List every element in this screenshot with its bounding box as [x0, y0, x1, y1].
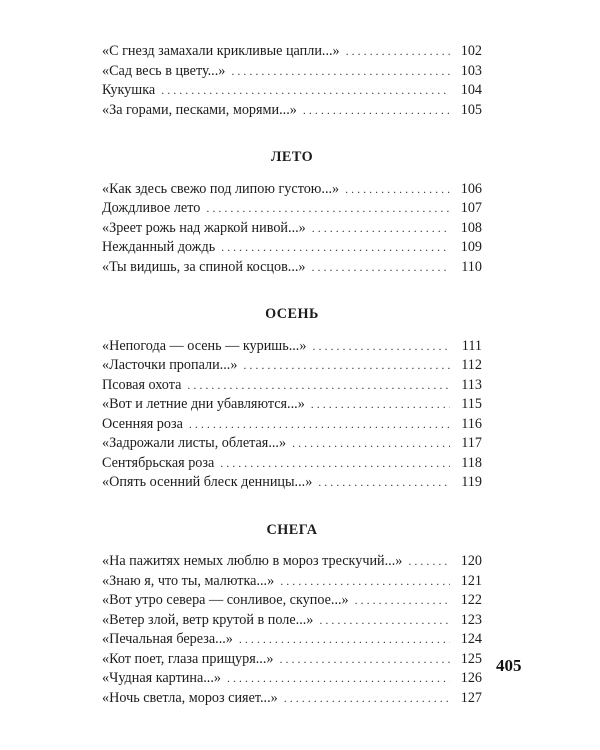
toc-entries	[102, 180, 482, 278]
dot-leader	[161, 81, 450, 101]
entry-title: Дождливое лето	[102, 200, 201, 216]
toc-entry	[102, 101, 482, 121]
toc-entry	[102, 180, 482, 200]
dot-leader	[311, 395, 450, 415]
dot-leader	[206, 199, 450, 219]
entry-page-number: 104	[460, 82, 482, 98]
toc-entries	[102, 42, 482, 120]
toc-entry	[102, 42, 482, 62]
toc-entry	[102, 337, 482, 357]
dot-leader	[312, 337, 450, 357]
dot-leader	[220, 454, 450, 474]
entry-page-number: 121	[460, 572, 482, 589]
dot-leader	[280, 572, 450, 592]
entry-title: «Зреет рожь над жаркой нивой...»	[102, 219, 306, 236]
section-title: СНЕГА	[266, 521, 318, 538]
toc-entries	[102, 337, 482, 493]
toc-entry	[102, 669, 482, 689]
entry-page-number: 111	[461, 337, 482, 354]
toc-section-snow	[102, 521, 482, 709]
entry-page-number: 113	[461, 376, 482, 393]
page-number: 405	[496, 656, 522, 675]
toc-entry	[102, 376, 482, 396]
entry-title: «За горами, песками, морями...»	[102, 101, 297, 118]
entry-page-number: 108	[460, 219, 482, 236]
toc-entry	[102, 62, 482, 82]
entry-page-number: 120	[460, 553, 482, 569]
entry-title: «Вот и летние дни убавляются...»	[102, 396, 305, 412]
section-title: ОСЕНЬ	[265, 306, 319, 322]
entry-title: Нежданный дождь	[102, 239, 216, 255]
entry-page-number: 110	[461, 258, 482, 275]
dot-leader	[279, 650, 450, 670]
toc-entry	[102, 238, 482, 258]
dot-leader	[319, 611, 450, 631]
toc-entry	[102, 611, 482, 631]
entry-title: «Кот поет, глаза прищуря...»	[102, 650, 274, 667]
entry-page-number: 106	[460, 180, 482, 197]
entry-title: «Ласточки пропали...»	[102, 357, 238, 373]
toc-entry	[102, 395, 482, 415]
entry-page-number: 125	[460, 650, 482, 667]
entry-title: «Как здесь свежо под липою густою...»	[102, 180, 340, 197]
entry-title: Осенняя роза	[102, 415, 183, 432]
entry-title: Псовая охота	[102, 376, 182, 393]
toc-entry	[102, 689, 482, 709]
entry-title: «Печальная береза...»	[102, 631, 233, 647]
entry-title: «Чудная картина...»	[102, 670, 221, 686]
entry-page-number: 116	[461, 415, 482, 432]
dot-leader	[231, 62, 450, 82]
toc-entry	[102, 630, 482, 650]
dot-leader	[239, 630, 450, 650]
entry-page-number: 102	[460, 43, 482, 59]
entry-page-number: 107	[460, 200, 482, 216]
entry-title: «Опять осенний блеск денницы...»	[102, 474, 313, 490]
entry-page-number: 103	[460, 62, 482, 79]
entry-title: «Знаю я, что ты, малютка...»	[102, 572, 275, 589]
entry-title: «На пажитях немых люблю в мороз трескучий...»	[102, 553, 403, 569]
entry-title: Кукушка	[102, 82, 156, 98]
dot-leader	[187, 376, 450, 396]
entry-title: Сентябрьская роза	[102, 454, 215, 471]
entry-page-number: 115	[461, 396, 482, 412]
dot-leader	[189, 415, 450, 435]
dot-leader	[284, 689, 450, 709]
table-of-contents	[102, 42, 482, 708]
dot-leader	[221, 238, 450, 258]
dot-leader	[408, 552, 450, 572]
dot-leader	[355, 591, 450, 611]
dot-leader	[292, 434, 450, 454]
toc-section-summer	[102, 148, 482, 277]
dot-leader	[318, 473, 450, 493]
entry-title: «Ветер злой, ветр крутой в поле...»	[102, 611, 314, 628]
entry-page-number: 119	[461, 474, 482, 490]
entry-page-number: 109	[460, 239, 482, 255]
dot-leader	[303, 101, 450, 121]
dot-leader	[312, 219, 450, 239]
section-title: ЛЕТО	[270, 149, 314, 165]
entry-page-number: 117	[461, 435, 482, 451]
toc-entry	[102, 199, 482, 219]
dot-leader	[312, 258, 450, 278]
entry-page-number: 118	[461, 454, 482, 471]
entry-page-number: 127	[460, 689, 482, 706]
entry-page-number: 124	[460, 631, 482, 647]
entry-title: «Вот утро севера — сонливое, скупое...»	[102, 592, 349, 608]
entry-page-number: 105	[460, 101, 482, 118]
entry-title: «Ночь светла, мороз сияет...»	[102, 689, 278, 706]
toc-entry	[102, 356, 482, 376]
dot-leader	[227, 669, 450, 689]
toc-entry	[102, 415, 482, 435]
entry-title: «Непогода — осень — куришь...»	[102, 337, 307, 354]
toc-entry	[102, 258, 482, 278]
entry-title: «Ты видишь, за спиной косцов...»	[102, 258, 306, 275]
entry-page-number: 112	[461, 357, 482, 373]
entry-title: «С гнезд замахали крикливые цапли...»	[102, 43, 340, 59]
toc-entry	[102, 650, 482, 670]
toc-entry	[102, 572, 482, 592]
entry-title: «Задрожали листы, облетая...»	[102, 435, 287, 451]
toc-section-autumn	[102, 305, 482, 493]
entry-page-number: 126	[460, 670, 482, 686]
toc-entry	[102, 591, 482, 611]
toc-section-intro	[102, 42, 482, 120]
dot-leader	[346, 42, 450, 62]
toc-entry	[102, 552, 482, 572]
toc-entry	[102, 473, 482, 493]
toc-entry	[102, 81, 482, 101]
toc-entry	[102, 434, 482, 454]
toc-entry	[102, 219, 482, 239]
toc-entries	[102, 552, 482, 708]
dot-leader	[243, 356, 450, 376]
entry-page-number: 123	[460, 611, 482, 628]
entry-title: «Сад весь в цвету...»	[102, 62, 226, 79]
entry-page-number: 122	[460, 592, 482, 608]
dot-leader	[345, 180, 450, 200]
toc-entry	[102, 454, 482, 474]
